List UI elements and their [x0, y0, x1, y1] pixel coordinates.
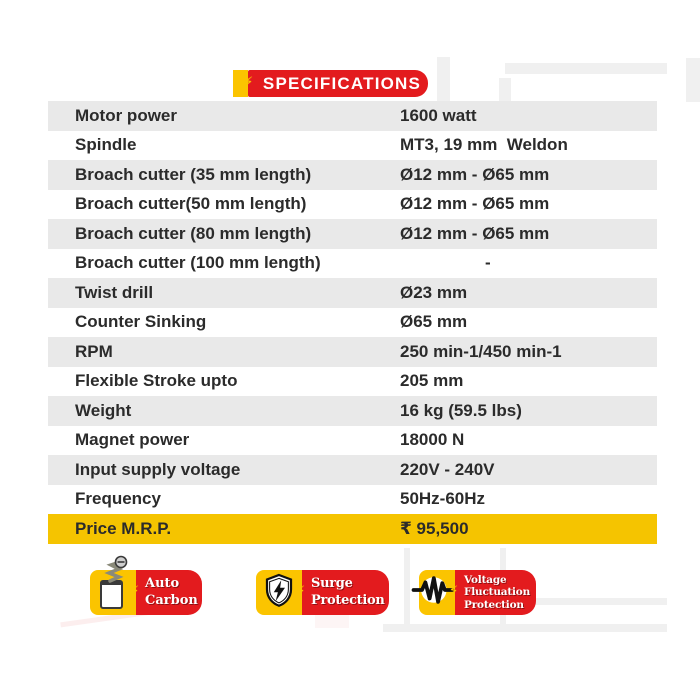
spec-row: [48, 396, 657, 426]
spec-value: Ø12 mm - Ø65 mm: [400, 194, 550, 214]
spec-value: Ø65 mm: [400, 312, 468, 332]
spec-row: [48, 455, 657, 485]
page-title: SPECIFICATIONS: [262, 73, 422, 93]
spec-label: Magnet power: [75, 430, 190, 450]
spec-label: Broach cutter (100 mm length): [75, 253, 321, 273]
badge-label: [296, 570, 389, 615]
spec-value: 250 min-1/450 min-1: [400, 341, 562, 361]
background-watermark: [686, 58, 700, 102]
spec-label: Broach cutter (35 mm length): [75, 164, 312, 184]
spec-label: Broach cutter (80 mm length): [75, 223, 312, 243]
spec-label: Weight: [75, 400, 132, 420]
badge-label-line: Auto: [145, 576, 180, 592]
lightning-icon: ⚡: [449, 583, 459, 598]
spec-label: Twist drill: [75, 282, 154, 302]
badge-auto-carbon: [90, 570, 196, 615]
spec-value: 1600 watt: [400, 105, 477, 125]
spec-row: [48, 308, 657, 338]
spec-value: Ø23 mm: [400, 282, 468, 302]
spec-row: [48, 426, 657, 456]
specifications-table: [48, 101, 657, 544]
lightning-icon: ⚡: [244, 74, 254, 89]
badge-surge-protection: [256, 570, 385, 615]
badge-label-line: Protection: [311, 592, 385, 608]
spec-label: Broach cutter(50 mm length): [75, 194, 307, 214]
price-row: [48, 514, 657, 544]
spec-label: Counter Sinking: [75, 312, 207, 332]
spec-label: RPM: [75, 341, 113, 361]
badge-label-line: Protection: [464, 598, 524, 611]
spec-value: 220V - 240V: [400, 459, 495, 479]
spec-label: Frequency: [75, 489, 161, 509]
background-watermark: [437, 57, 450, 102]
spec-row: [48, 367, 657, 397]
spec-value: 16 kg (59.5 lbs): [400, 400, 522, 420]
spec-label: Motor power: [75, 105, 177, 125]
badge-voltage-fluctuation-protection: [419, 570, 536, 615]
spec-row: [48, 219, 657, 249]
spec-value: Ø12 mm - Ø65 mm: [400, 223, 550, 243]
spec-row: [48, 485, 657, 515]
spec-value: 18000 N: [400, 430, 465, 450]
spec-row: [48, 337, 657, 367]
spec-label: Price M.R.P.: [75, 519, 172, 538]
spec-row: [48, 278, 657, 308]
badge-label-line: Fluctuation: [464, 586, 531, 599]
background-watermark: [505, 63, 667, 74]
background-watermark: [530, 598, 667, 605]
banner-red-plate: [244, 70, 428, 97]
spec-value: Ø12 mm - Ø65 mm: [400, 164, 550, 184]
spec-value: MT3, 19 mm Weldon: [400, 135, 568, 155]
specifications-banner: [233, 70, 428, 97]
background-watermark: [404, 548, 410, 626]
badge-label-line: Surge: [311, 576, 353, 592]
carbon-brush-icon: [96, 569, 130, 616]
lightning-icon: ⚡: [130, 583, 140, 598]
badge-label-line: Voltage: [464, 573, 507, 586]
spec-row: [48, 160, 657, 190]
spec-value: ₹ 95,500: [400, 519, 469, 538]
lightning-icon: ⚡: [296, 583, 306, 598]
spec-label: Spindle: [75, 135, 137, 155]
spec-value: 205 mm: [400, 371, 464, 391]
spec-row: [48, 131, 657, 161]
spec-row: [48, 190, 657, 220]
spec-row: [48, 101, 657, 131]
shield-lightning-icon: [264, 573, 294, 612]
spec-label: Flexible Stroke upto: [75, 371, 238, 391]
spec-value: 50Hz-60Hz: [400, 489, 486, 509]
badge-label: [130, 570, 202, 615]
spec-value: -: [485, 253, 491, 273]
background-watermark: [383, 624, 667, 632]
spec-row: [48, 249, 657, 279]
spec-label: Input supply voltage: [75, 459, 241, 479]
badge-label: [449, 570, 536, 615]
badge-label-line: Carbon: [145, 592, 198, 608]
